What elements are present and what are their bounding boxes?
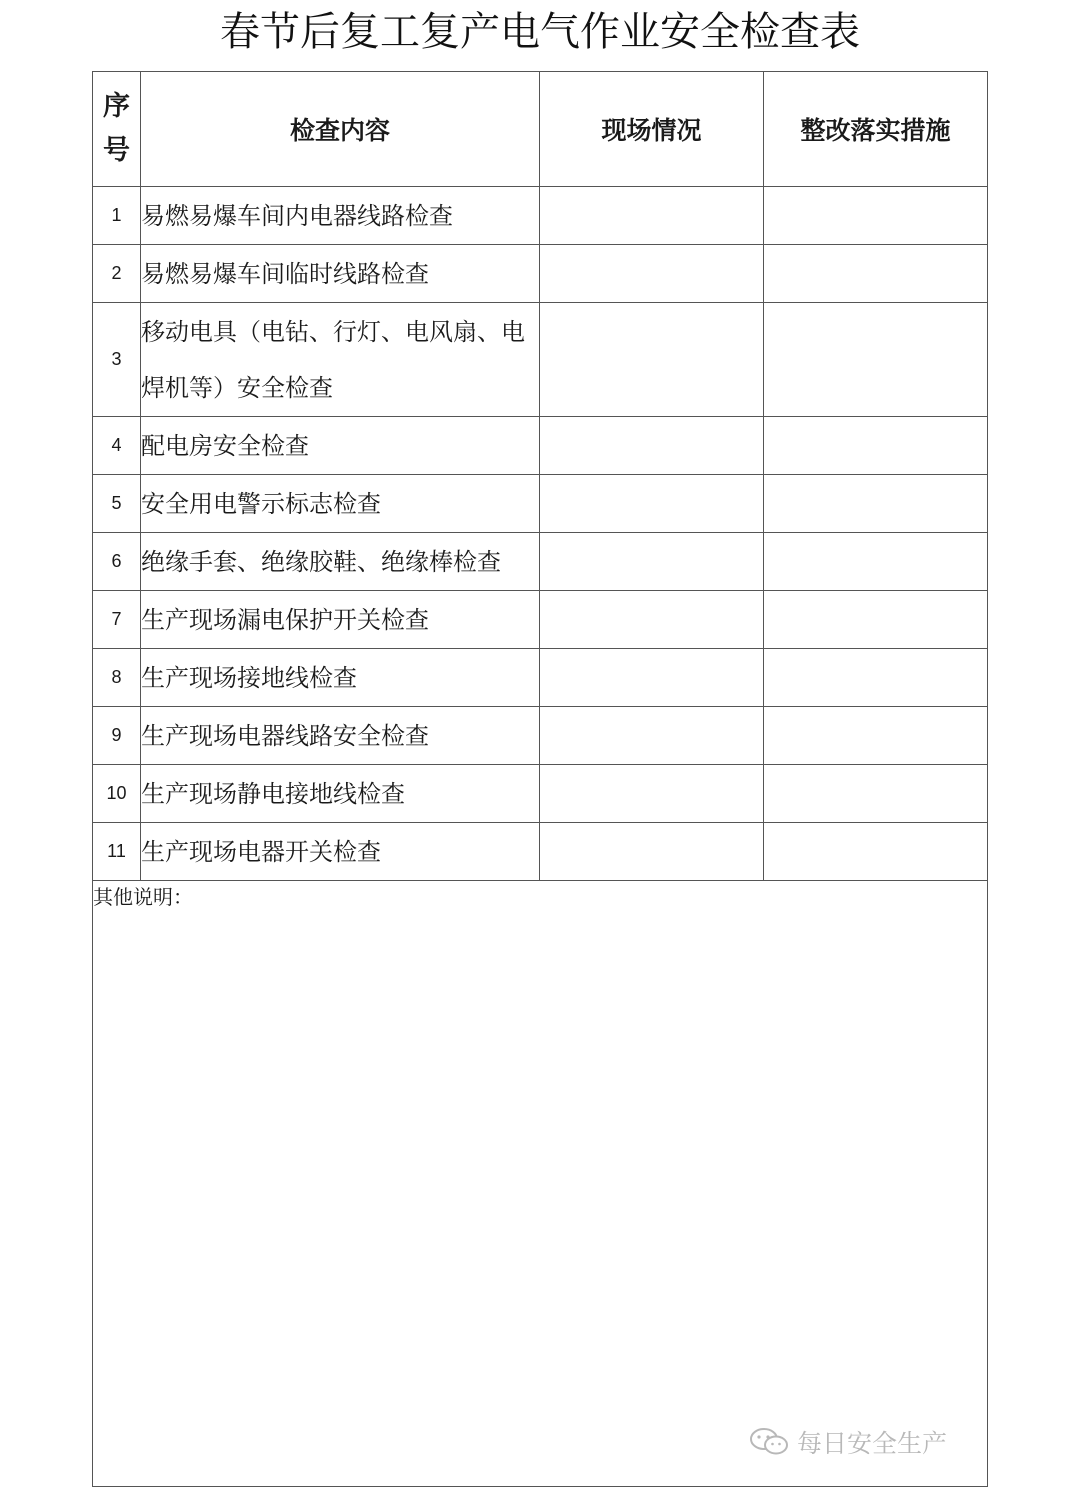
row-number: 5 [93, 475, 141, 533]
situation-cell[interactable] [540, 533, 764, 591]
measures-cell[interactable] [764, 245, 988, 303]
table-row [93, 303, 988, 417]
measures-cell[interactable] [764, 417, 988, 475]
watermark-text: 每日安全生产 [796, 1429, 947, 1458]
row-number: 10 [93, 765, 141, 823]
header-measures: 整改落实措施 [764, 72, 988, 187]
row-content: 生产现场静电接地线检查 [141, 765, 540, 823]
measures-cell[interactable] [764, 649, 988, 707]
row-content: 移动电具（电钻、行灯、电风扇、电焊机等）安全检查 [141, 303, 540, 417]
row-content: 生产现场电器开关检查 [141, 823, 540, 881]
measures-cell[interactable] [764, 533, 988, 591]
header-content: 检查内容 [141, 72, 540, 187]
table-row [93, 765, 988, 823]
table-row [93, 187, 988, 245]
situation-cell[interactable] [540, 187, 764, 245]
notes-cell[interactable] [93, 881, 988, 1487]
measures-cell[interactable] [764, 591, 988, 649]
notes-label: 其他说明： [93, 885, 193, 909]
row-content: 易燃易爆车间临时线路检查 [141, 245, 540, 303]
situation-cell[interactable] [540, 707, 764, 765]
row-number: 8 [93, 649, 141, 707]
table-row [93, 245, 988, 303]
table-row [93, 475, 988, 533]
table-row [93, 823, 988, 881]
measures-cell[interactable] [764, 823, 988, 881]
watermark [749, 1424, 947, 1460]
table-row [93, 533, 988, 591]
row-content: 绝缘手套、绝缘胶鞋、绝缘棒检查 [141, 533, 540, 591]
header-seq [93, 72, 141, 187]
row-number: 11 [93, 823, 141, 881]
row-number: 2 [93, 245, 141, 303]
situation-cell[interactable] [540, 765, 764, 823]
row-content: 安全用电警示标志检查 [141, 475, 540, 533]
row-content: 生产现场漏电保护开关检查 [141, 591, 540, 649]
table-row [93, 417, 988, 475]
situation-cell[interactable] [540, 417, 764, 475]
row-number: 3 [93, 303, 141, 417]
situation-cell[interactable] [540, 475, 764, 533]
row-content: 生产现场接地线检查 [141, 649, 540, 707]
measures-cell[interactable] [764, 707, 988, 765]
row-number: 6 [93, 533, 141, 591]
situation-cell[interactable] [540, 591, 764, 649]
page-title: 春节后复工复产电气作业安全检查表 [220, 9, 860, 55]
measures-cell[interactable] [764, 187, 988, 245]
wechat-icon [749, 1427, 791, 1457]
table-row [93, 707, 988, 765]
table-row [93, 649, 988, 707]
header-situation: 现场情况 [540, 72, 764, 187]
notes-row [93, 881, 988, 1487]
table-row [93, 591, 988, 649]
row-content: 生产现场电器线路安全检查 [141, 707, 540, 765]
header-row [93, 72, 988, 187]
situation-cell[interactable] [540, 245, 764, 303]
row-number: 1 [93, 187, 141, 245]
situation-cell[interactable] [540, 303, 764, 417]
row-content: 易燃易爆车间内电器线路检查 [141, 187, 540, 245]
measures-cell[interactable] [764, 475, 988, 533]
checklist-table [92, 71, 988, 1487]
row-number: 4 [93, 417, 141, 475]
situation-cell[interactable] [540, 649, 764, 707]
row-number: 9 [93, 707, 141, 765]
header-seq-line2: 号 [103, 135, 130, 166]
row-number: 7 [93, 591, 141, 649]
measures-cell[interactable] [764, 765, 988, 823]
situation-cell[interactable] [540, 823, 764, 881]
measures-cell[interactable] [764, 303, 988, 417]
header-seq-line1: 序 [103, 91, 130, 122]
row-content: 配电房安全检查 [141, 417, 540, 475]
